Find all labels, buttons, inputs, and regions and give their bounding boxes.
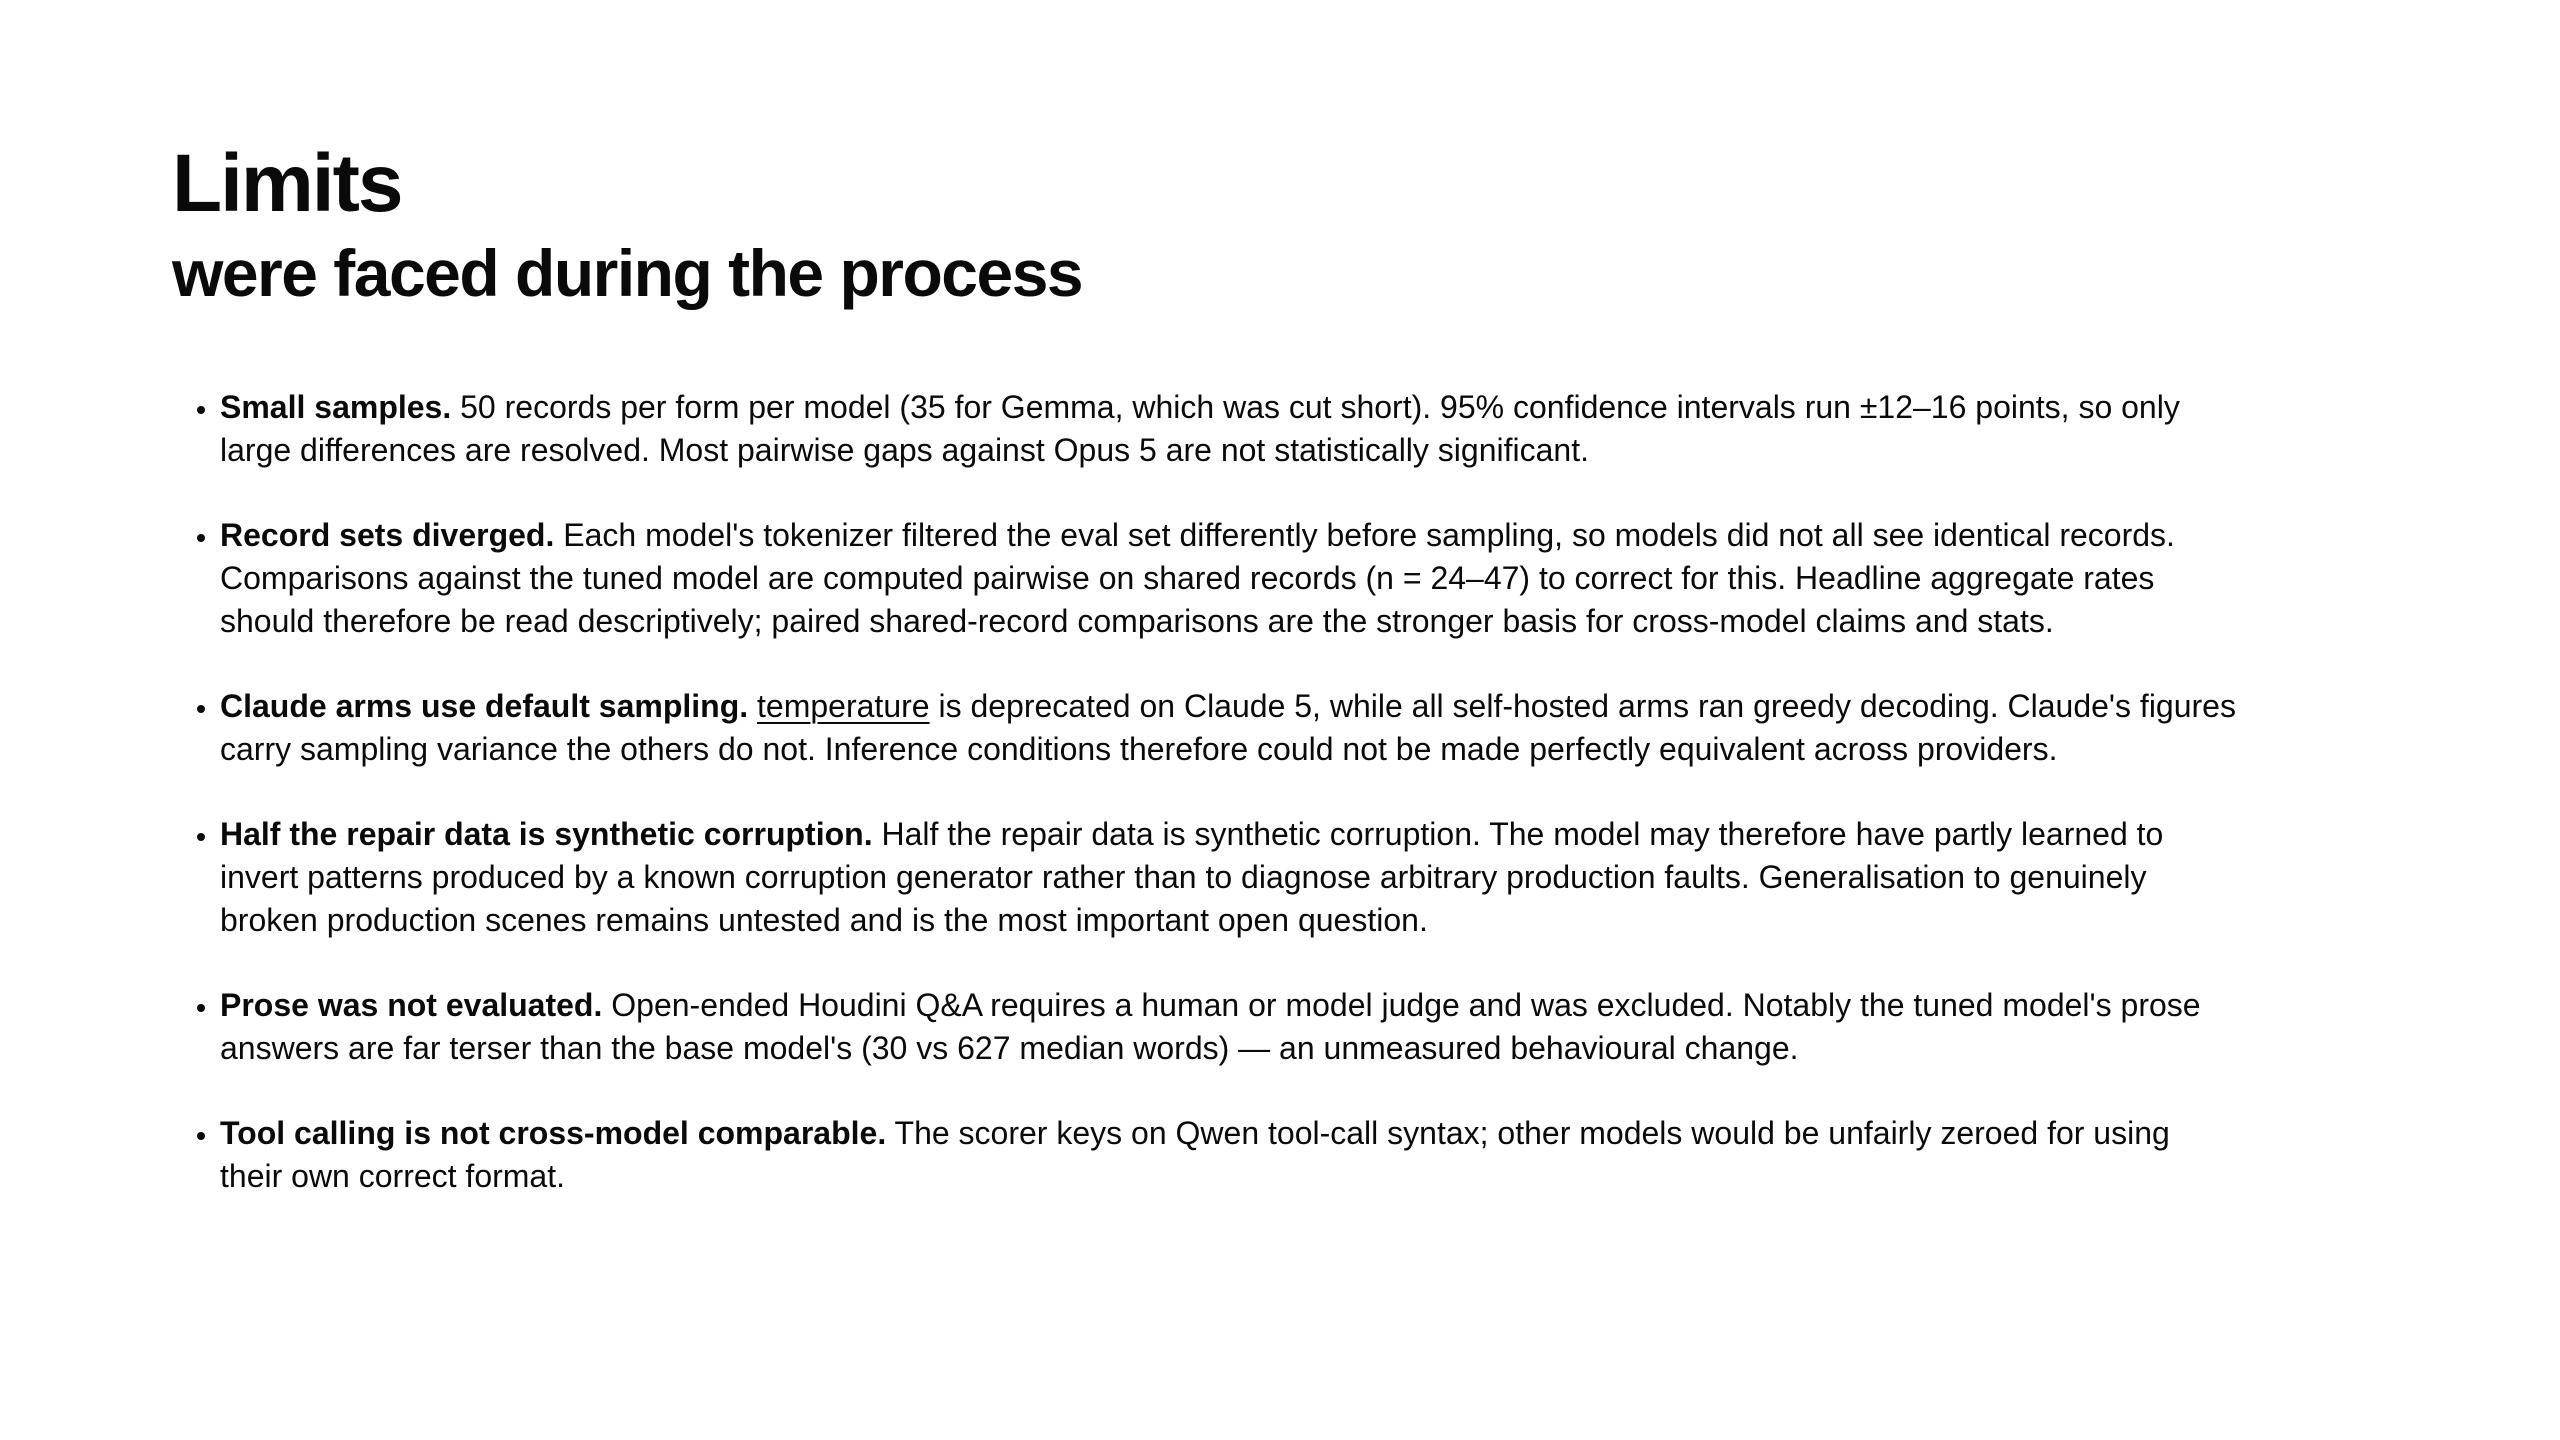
temperature-link[interactable]: temperature (757, 688, 930, 725)
item-lead: Half the repair data is synthetic corruption. (220, 816, 873, 853)
list-item (220, 813, 2240, 942)
item-body: is deprecated on Claude 5, while all self-hosted arms ran greedy decoding. Claude's figures carry sampling variance the others do not. Inference conditions therefore could not be made perfectly equivalent across providers. (220, 688, 2236, 768)
list-item (220, 1112, 2240, 1198)
item-body: The scorer keys on Qwen tool-call syntax; other models would be unfairly zeroed for using their own correct format. (220, 1115, 2170, 1195)
list-item (220, 984, 2240, 1070)
item-lead: Tool calling is not cross-model comparable. (220, 1115, 887, 1152)
item-body: Half the repair data is synthetic corruption. The model may therefore have partly learned to invert patterns produced by a known corruption generator rather than to diagnose arbitrary production faults. Generalisation to genuinely broken production scenes remains untested and is the most important open question. (220, 816, 2164, 939)
list-item (220, 514, 2240, 643)
list-item (220, 685, 2240, 771)
item-body: Open-ended Houdini Q&A requires a human or model judge and was excluded. Notably the tuned model's prose answers are far terser than the base model's (30 vs 627 median words) — an unmeasured behavioural change. (220, 987, 2201, 1067)
list-item (220, 386, 2240, 472)
limits-list (172, 386, 2240, 1198)
item-lead: Prose was not evaluated. (220, 987, 603, 1024)
item-lead: Small samples. (220, 389, 452, 426)
item-body: Each model's tokenizer filtered the eval set differently before sampling, so models did not all see identical records. Comparisons against the tuned model are computed pairwise on shared records (n = 24–47) to correct for this. Headline aggregate rates should therefore be read descriptively; paired shared-record comparisons are the stronger basis for cross-model claims and stats. (220, 517, 2175, 640)
page-subtitle: were faced during the process (172, 235, 1083, 310)
item-lead: Record sets diverged. (220, 517, 555, 554)
item-lead: Claude arms use default sampling. (220, 688, 749, 725)
page-title: Limits (172, 138, 402, 229)
item-body: 50 records per form per model (35 for Gemma, which was cut short). 95% confidence intervals run ±12–16 points, so only large differences are resolved. Most pairwise gaps against Opus 5 are not statistically significant. (220, 389, 2180, 469)
